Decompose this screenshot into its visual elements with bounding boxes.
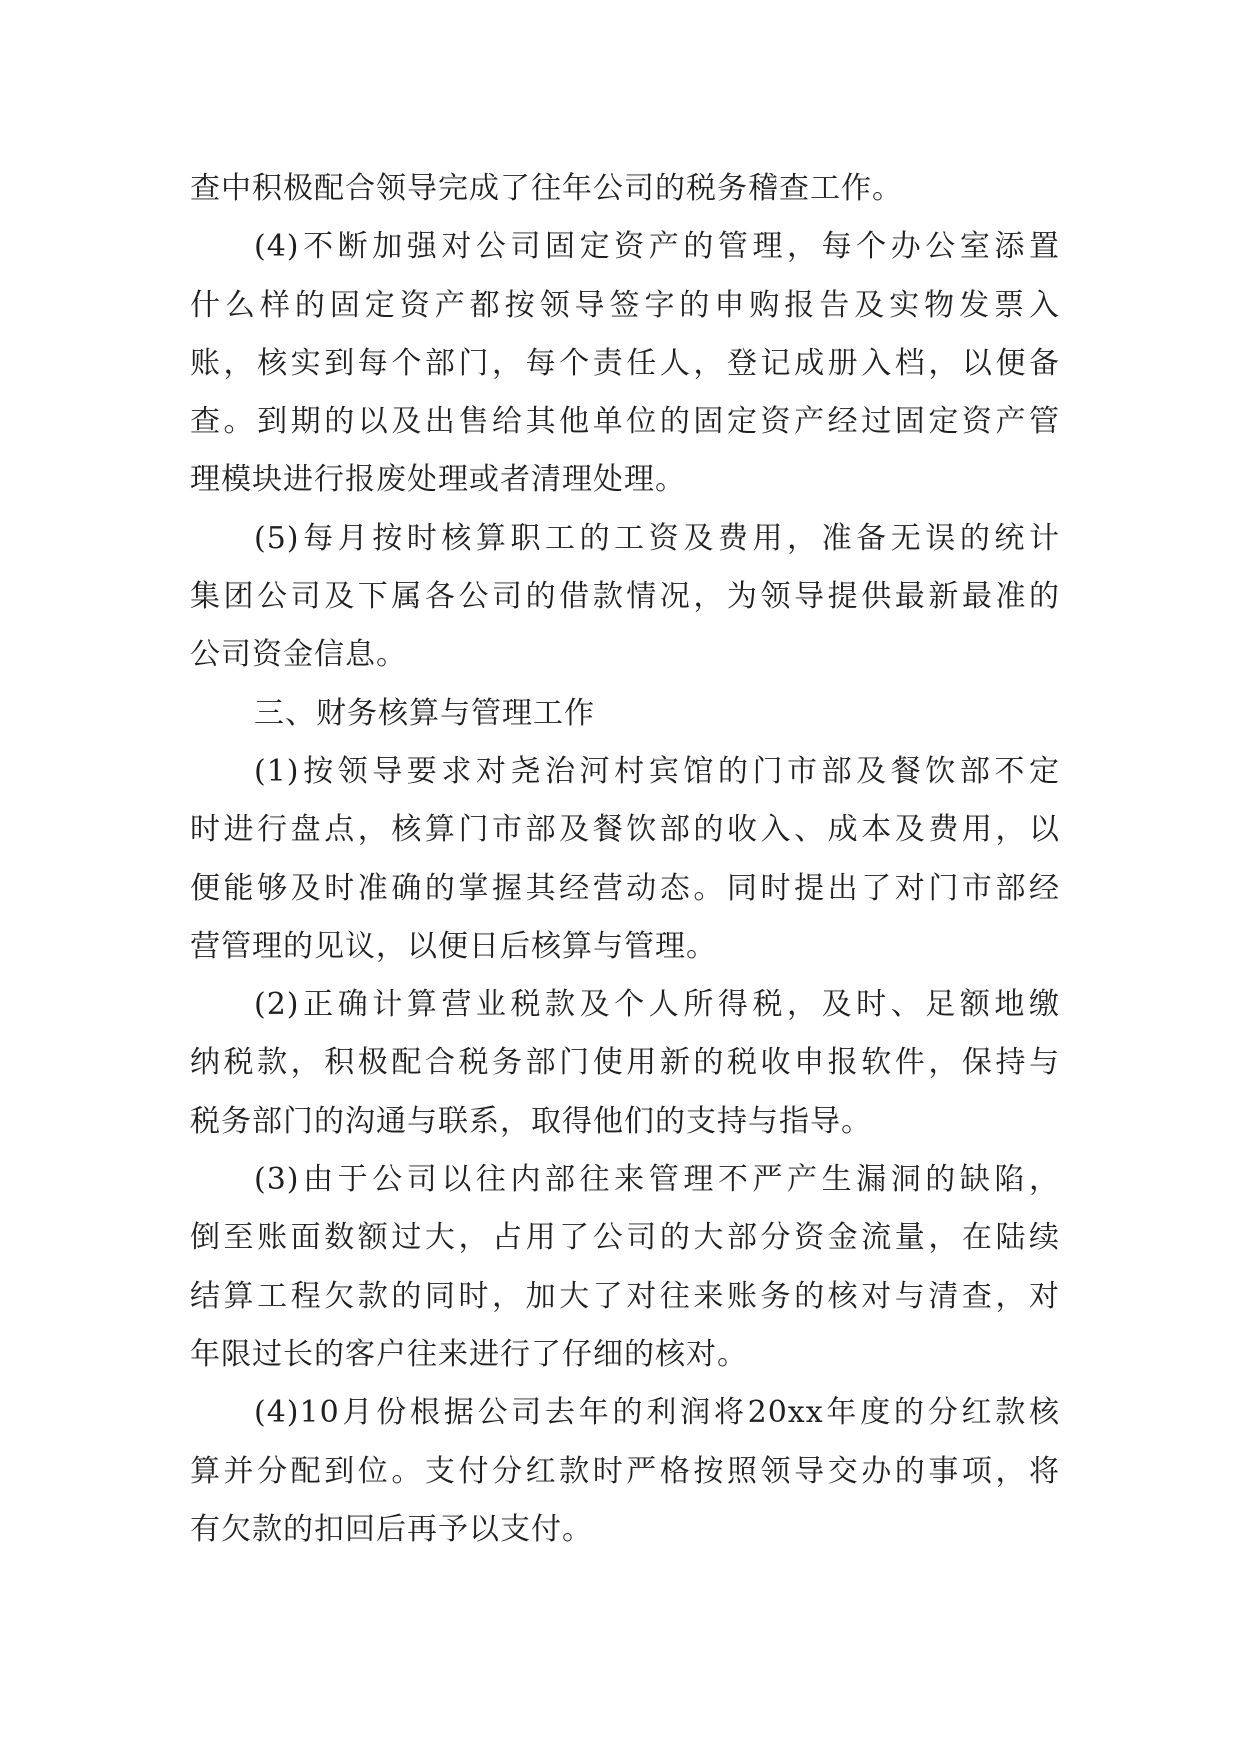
text-line: 倒至账面数额过大，占用了公司的大部分资金流量，在陆续	[190, 1220, 1060, 1256]
text-line: 结算工程欠款的同时，加大了对往来账务的核对与清查，对	[190, 1278, 1060, 1314]
text-line: 年限过长的客户往来进行了仔细的核对。	[190, 1336, 748, 1372]
text-line: 营管理的见议，以便日后核算与管理。	[190, 928, 717, 964]
text-line: 查。到期的以及出售给其他单位的固定资产经过固定资产管	[190, 404, 1060, 440]
text-line: 什么样的固定资产都按领导签字的申购报告及实物发票入	[190, 287, 1060, 323]
text-line: 账，核实到每个部门，每个责任人，登记成册入档，以便备	[190, 345, 1060, 381]
text-line: (4)10月份根据公司去年的利润将20xx年度的分红款核	[254, 1395, 1060, 1431]
text-line: 公司资金信息。	[190, 637, 407, 673]
text-line: 纳税款，积极配合税务部门使用新的税收申报软件，保持与	[190, 1045, 1060, 1081]
text-line: 税务部门的沟通与联系，取得他们的支持与指导。	[190, 1103, 872, 1139]
text-line: 算并分配到位。支付分红款时严格按照领导交办的事项，将	[190, 1453, 1060, 1489]
text-line: 集团公司及下属各公司的借款情况，为领导提供最新最准的	[190, 579, 1060, 615]
text-line: 理模块进行报废处理或者清理处理。	[190, 462, 686, 498]
section-heading: 三、财务核算与管理工作	[254, 695, 595, 731]
document-body	[190, 160, 1060, 1559]
text-line: (4)不断加强对公司固定资产的管理，每个办公室添置	[254, 229, 1060, 265]
text-line: (1)按领导要求对尧治河村宾馆的门市部及餐饮部不定	[254, 753, 1060, 789]
text-line: 便能够及时准确的掌握其经营动态。同时提出了对门市部经	[190, 870, 1060, 906]
text-line: (3)由于公司以往内部往来管理不严产生漏洞的缺陷，	[254, 1162, 1060, 1198]
text-line: 查中积极配合领导完成了往年公司的税务稽查工作。	[190, 171, 903, 206]
text-line: 有欠款的扣回后再予以支付。	[190, 1511, 593, 1547]
text-line: (5)每月按时核算职工的工资及费用，准备无误的统计	[254, 520, 1060, 556]
text-line: (2)正确计算营业税款及个人所得税，及时、足额地缴	[254, 987, 1060, 1023]
text-line: 时进行盘点，核算门市部及餐饮部的收入、成本及费用，以	[190, 812, 1060, 848]
